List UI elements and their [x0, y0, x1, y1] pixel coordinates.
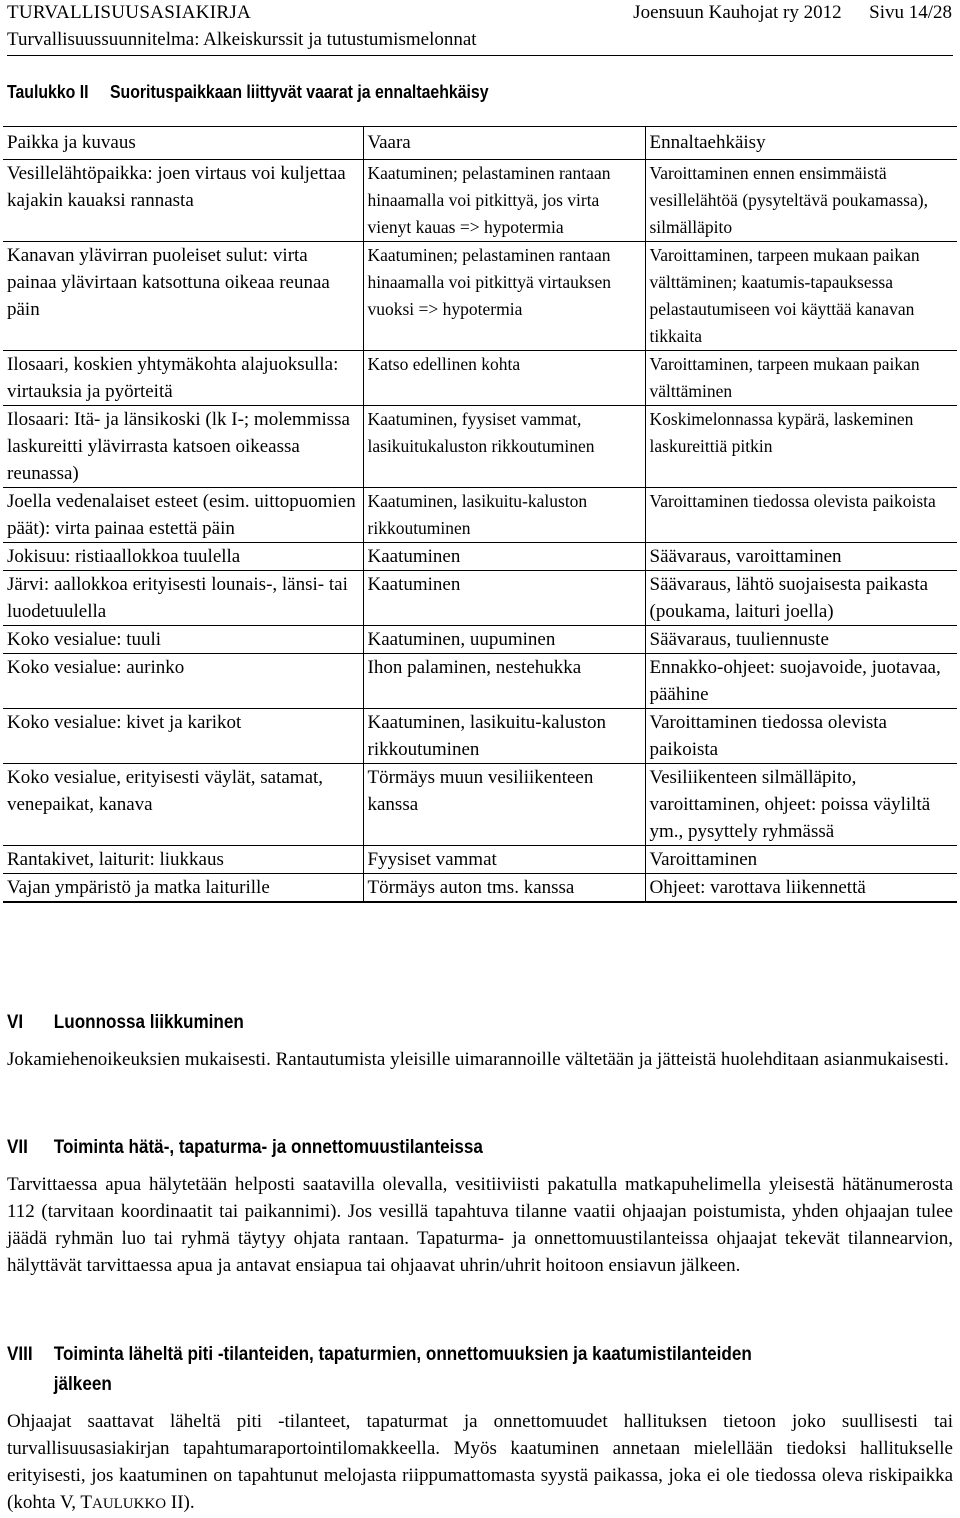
table-row	[3, 654, 957, 709]
table-row	[3, 488, 957, 543]
table-row	[3, 571, 957, 626]
table-row	[3, 709, 957, 764]
cell-prevention: Varoittaminen	[645, 846, 957, 874]
cell-place: Koko vesialue: kivet ja karikot	[3, 709, 363, 764]
cell-hazard: Kaatuminen, fyysiset vammat, lasikuitukaluston rikkoutuminen	[363, 406, 645, 488]
cell-hazard: Ihon palaminen, nestehukka	[363, 654, 645, 709]
column-header-place: Paikka ja kuvaus	[3, 127, 363, 160]
cell-place: Jokisuu: ristiaallokkoa tuulella	[3, 543, 363, 571]
risk-table	[3, 126, 957, 903]
table-number: Taulukko II	[7, 82, 89, 102]
table-row	[3, 242, 957, 351]
cell-place: Ilosaari: Itä- ja länsikoski (lk I-; molemmissa laskureitti ylävirrasta katsoen oikeassa reunassa)	[3, 406, 363, 488]
organization-label: Joensuun Kauhojat ry 2012	[633, 2, 842, 23]
table-caption	[7, 82, 489, 103]
table-row	[3, 543, 957, 571]
page-number: Sivu 14/28	[869, 2, 952, 23]
cell-place: Rantakivet, laiturit: liukkaus	[3, 846, 363, 874]
section-paragraph: Jokamiehenoikeuksien mukaisesti. Rantautumista yleisille uimarannoille vältetään ja jätteistä huolehditaan asianmukaisesti.	[7, 1049, 949, 1070]
cell-place: Vajan ympäristö ja matka laiturille	[3, 874, 363, 903]
section-title: Luonnossa liikkuminen	[53, 1012, 244, 1033]
table-row	[3, 764, 957, 846]
table-row	[3, 406, 957, 488]
cell-place: Järvi: aallokkoa erityisesti lounais-, länsi- tai luodetuulella	[3, 571, 363, 626]
section-heading	[7, 1133, 858, 1163]
section-paragraph	[7, 1408, 953, 1518]
cell-place: Joella vedenalaiset esteet (esim. uittopuomien päät): virta painaa estettä päin	[3, 488, 363, 543]
cell-prevention: Säävaraus, lähtö suojaisesta paikasta (poukama, laituri joella)	[645, 571, 957, 626]
section-number: VII	[7, 1137, 28, 1158]
cell-prevention: Säävaraus, tuuliennuste	[645, 626, 957, 654]
cell-place: Koko vesialue, erityisesti väylät, satamat, venepaikat, kanava	[3, 764, 363, 846]
cell-prevention: Säävaraus, varoittaminen	[645, 543, 957, 571]
cell-hazard: Kaatuminen, lasikuitu-kaluston rikkoutuminen	[363, 709, 645, 764]
paragraph-text-end: II).	[166, 1492, 195, 1513]
cell-hazard: Fyysiset vammat	[363, 846, 645, 874]
section-vi	[7, 1008, 953, 1073]
table-title: Suorituspaikkaan liittyvät vaarat ja ennaltaehkäisy	[109, 82, 489, 102]
cell-place: Kanavan ylävirran puoleiset sulut: virta painaa ylävirtaan katsottuna oikeaa reunaa päin	[3, 242, 363, 351]
section-title-line-2: jälkeen	[53, 1374, 112, 1395]
table-row	[3, 874, 957, 903]
column-header-prevention: Ennaltaehkäisy	[645, 127, 957, 160]
document-title: TURVALLISUUSASIAKIRJA	[7, 2, 252, 23]
cell-prevention: Ennakko-ohjeet: suojavoide, juotavaa, päähine	[645, 654, 957, 709]
table-row	[3, 626, 957, 654]
cell-prevention: Ohjeet: varottava liikennettä	[645, 874, 957, 903]
cell-hazard: Kaatuminen; pelastaminen rantaan hinaamalla voi pitkittyä virtauksen vuoksi => hypotermia	[363, 242, 645, 351]
cell-hazard: Kaatuminen, uupuminen	[363, 626, 645, 654]
cell-prevention: Varoittaminen, tarpeen mukaan paikan välttäminen	[645, 351, 957, 406]
section-number: VI	[7, 1012, 24, 1033]
table-row	[3, 846, 957, 874]
section-number: VIII	[7, 1344, 33, 1365]
cell-hazard: Katso edellinen kohta	[363, 351, 645, 406]
section-viii	[7, 1340, 953, 1518]
section-heading	[7, 1008, 858, 1038]
column-header-hazard: Vaara	[363, 127, 645, 160]
table-header-row	[3, 127, 957, 160]
section-vii	[7, 1133, 953, 1279]
cell-hazard: Kaatuminen	[363, 543, 645, 571]
section-title-line-1: Toiminta läheltä piti -tilanteiden, tapaturmien, onnettomuuksien ja kaatumistilanteiden	[53, 1344, 752, 1365]
document-subtitle: Turvallisuussuunnitelma: Alkeiskurssit ja tutustumismelonnat	[7, 29, 477, 50]
cell-place: Ilosaari, koskien yhtymäkohta alajuoksulla: virtauksia ja pyörteitä	[3, 351, 363, 406]
cell-hazard: Kaatuminen, lasikuitu-kaluston rikkoutuminen	[363, 488, 645, 543]
section-title: Toiminta hätä-, tapaturma- ja onnettomuustilanteissa	[53, 1137, 483, 1158]
cell-hazard: Kaatuminen	[363, 571, 645, 626]
table-row	[3, 351, 957, 406]
section-heading	[7, 1340, 858, 1400]
cell-hazard: Törmäys muun vesiliikenteen kanssa	[363, 764, 645, 846]
cell-hazard: Kaatuminen; pelastaminen rantaan hinaamalla voi pitkittyä, jos virta vienyt kauas => hypotermia	[363, 160, 645, 242]
cell-prevention: Varoittaminen tiedossa olevista paikoista	[645, 709, 957, 764]
header-right	[633, 2, 952, 24]
table-row	[3, 160, 957, 242]
section-title	[54, 1340, 752, 1400]
cell-place: Vesillelähtöpaikka: joen virtaus voi kuljettaa kajakin kauaksi rannasta	[3, 160, 363, 242]
paragraph-text: Ohjaajat saattavat läheltä piti -tilanteet, tapaturmat ja onnettomuudet hallituksen tietoon joko suullisesti tai turvallisuusasiakirjan tapahtumaraportointilomakkeella. Myös kaatuminen annetaan mielellään tiedoksi hallitukselle erityisesti, jos kaatuminen on tapahtunut melojasta riippumattomasta syystä paikassa, joka ei ole tiedossa oleva riskipaikka (kohta V, T	[7, 1411, 953, 1513]
small-caps-text: AULUKKO	[91, 1496, 167, 1512]
cell-prevention: Varoittaminen ennen ensimmäistä vesillelähtöä (pysyteltävä poukamassa), silmälläpito	[645, 160, 957, 242]
cell-hazard: Törmäys auton tms. kanssa	[363, 874, 645, 903]
cell-place: Koko vesialue: aurinko	[3, 654, 363, 709]
header-divider	[7, 55, 953, 56]
cell-place: Koko vesialue: tuuli	[3, 626, 363, 654]
cell-prevention: Koskimelonnassa kypärä, laskeminen laskureittiä pitkin	[645, 406, 957, 488]
cell-prevention: Varoittaminen, tarpeen mukaan paikan välttäminen; kaatumis-tapauksessa pelastautumiseen voi käyttää kanavan tikkaita	[645, 242, 957, 351]
cell-prevention: Vesiliikenteen silmälläpito, varoittaminen, ohjeet: poissa väyliltä ym., pysyttely ryhmässä	[645, 764, 957, 846]
section-paragraph: Tarvittaessa apua hälytetään helposti saatavilla olevalla, vesitiiviisti pakatulla matkapuhelimella yleisestä hätänumerosta 112 (tarvitaan koordinaatit tai paikannimi). Jos vesillä tapahtuva tilanne vaatii ohjaajan poistumista, yhden ohjaajan tulee jäädä ryhmän luo tai ryhmä täytyy ohjata rantaan. Tapaturma- ja onnettomuustilanteissa ohjaajat tekevät tilannearvion, hälyttävät tarvittaessa apua ja antavat ensiapua tai ohjaavat uhrin/uhrit hoitoon ensiavun jälkeen.	[7, 1174, 953, 1276]
cell-prevention: Varoittaminen tiedossa olevista paikoista	[645, 488, 957, 543]
